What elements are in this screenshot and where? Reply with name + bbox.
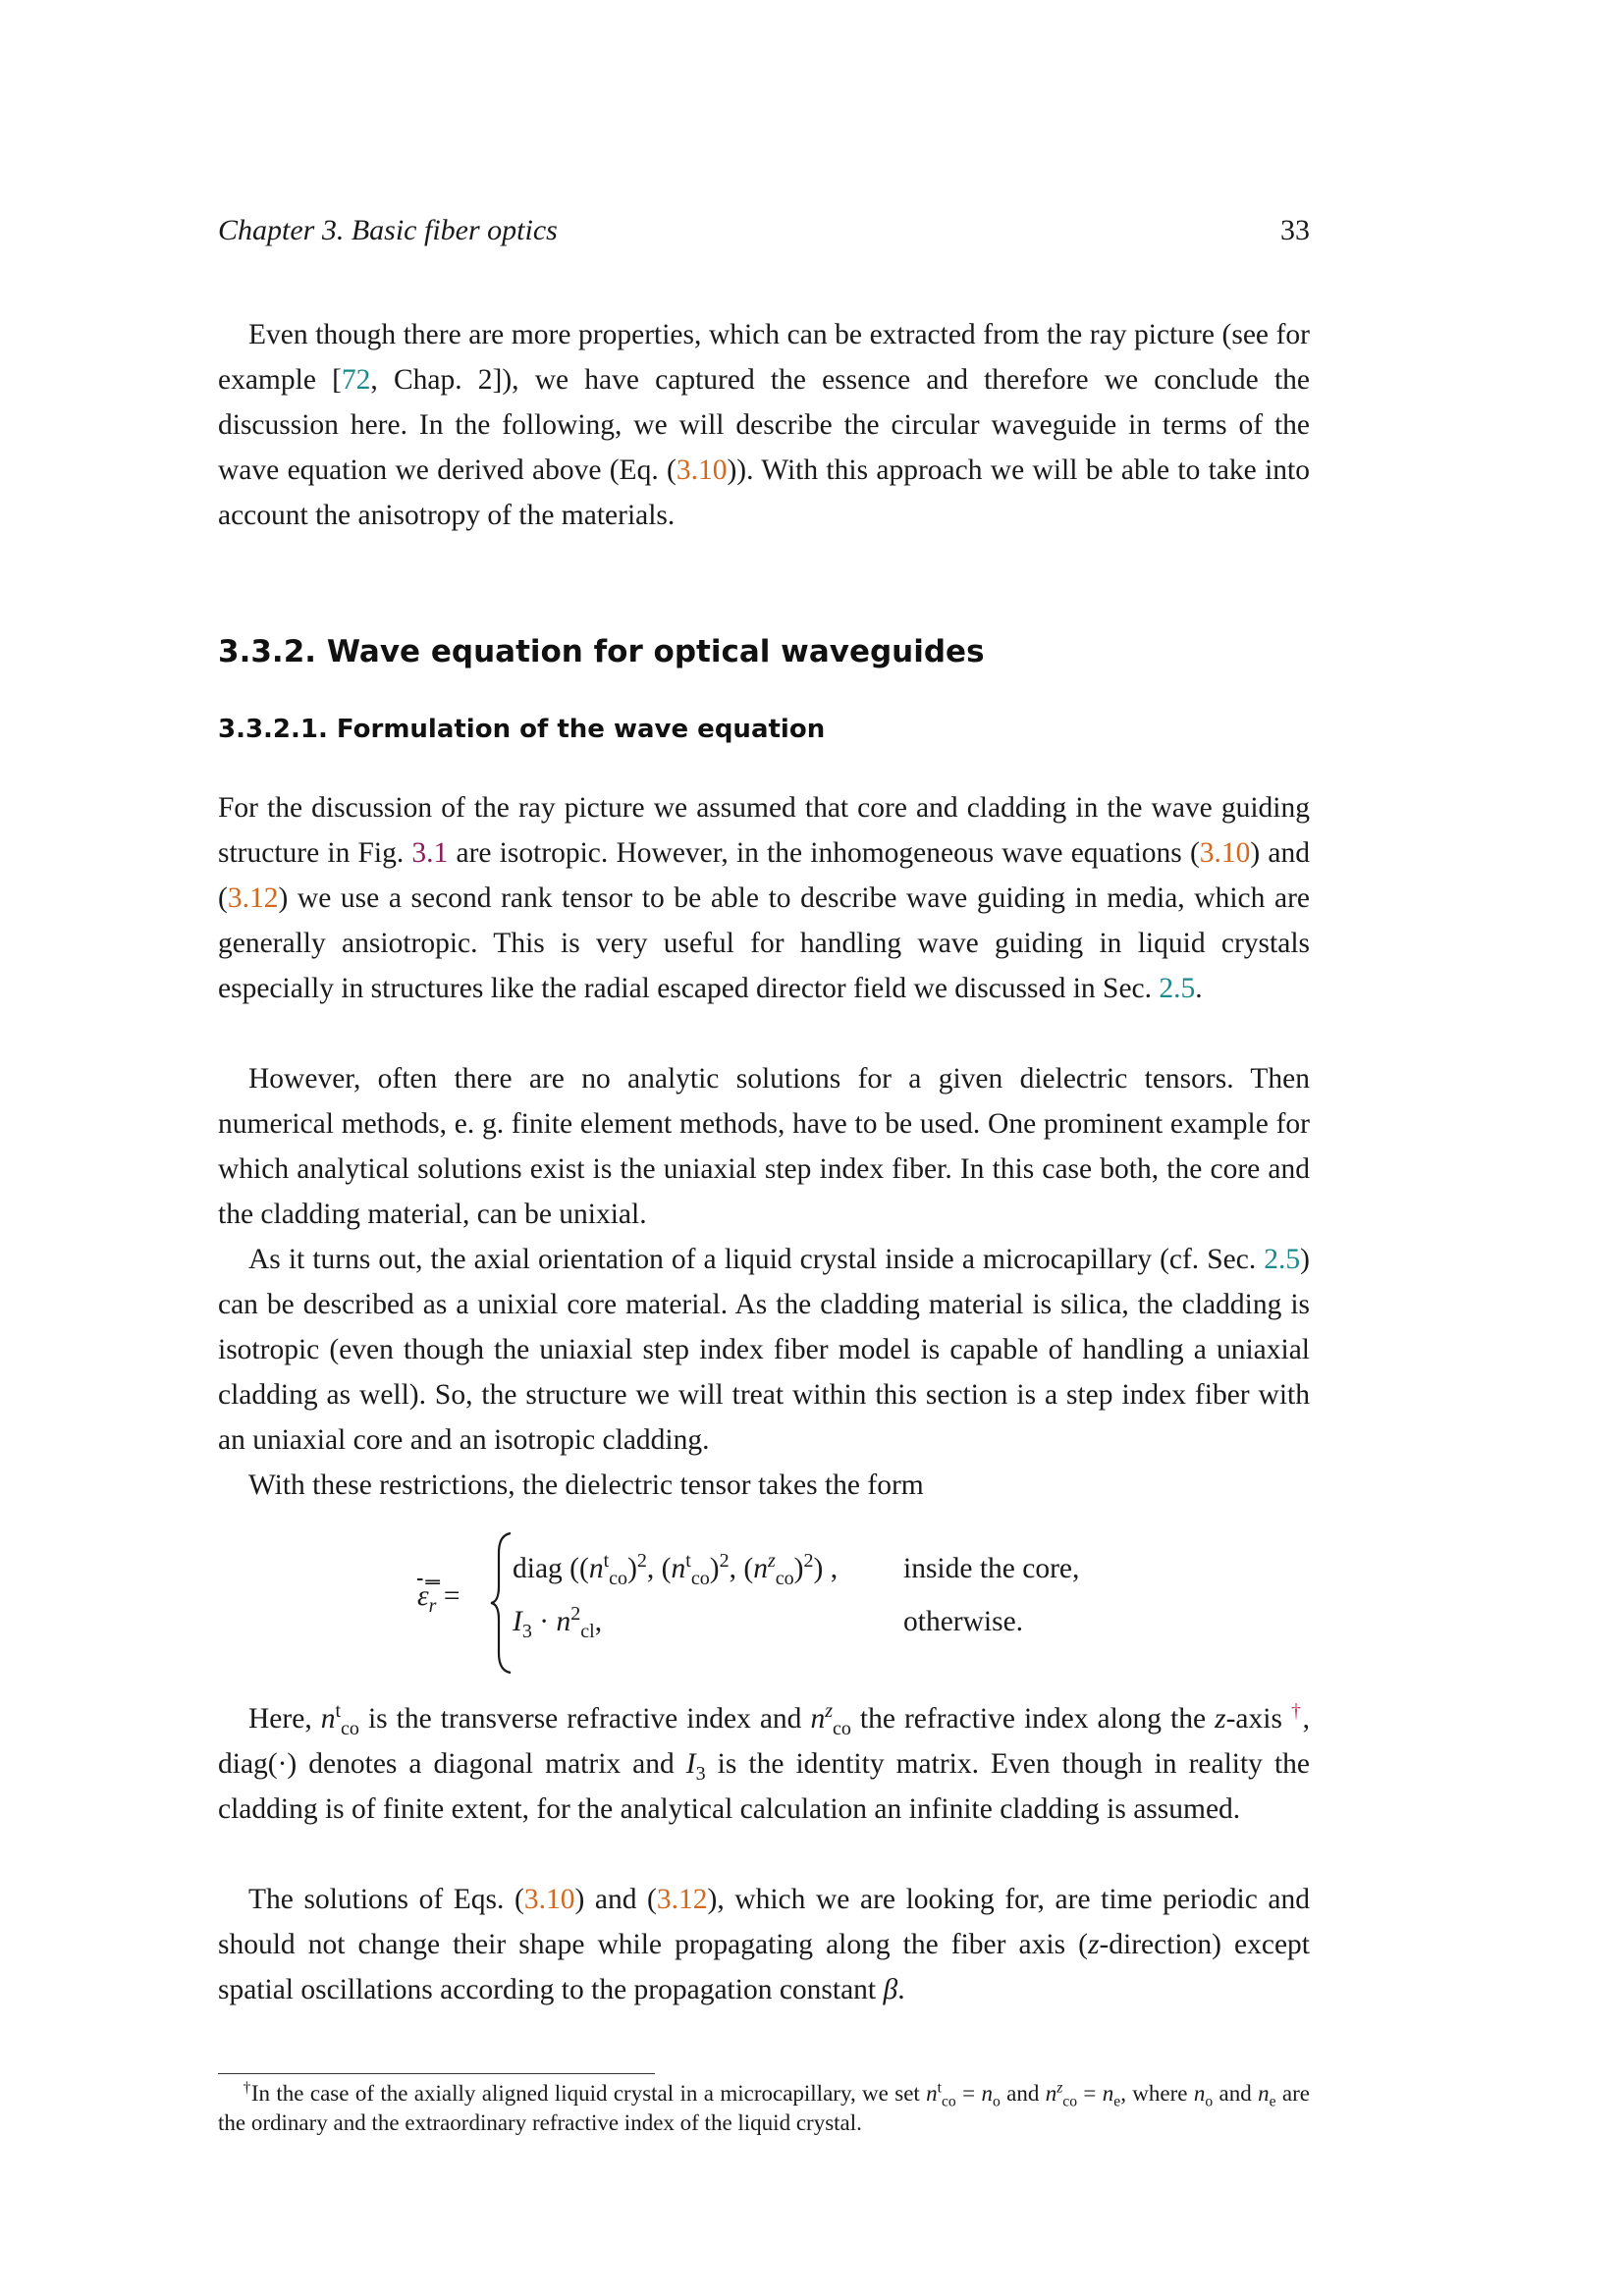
running-header bbox=[218, 214, 1310, 253]
paragraph-5: Here, $n^t_{co}$ is the transverse refractive index and $n^z_{co}$ the refractive index along the z-axis †, diag(·) denotes a diagonal matrix and $I_3$ is the identity matrix. Even though in reality the cladding is of finite extent, for the analytical calculation an infinite cladding is assumed. bbox=[218, 1700, 1310, 1825]
equation-ref-link[interactable]: 3.10 bbox=[1199, 837, 1251, 869]
equation-ref-link[interactable]: 3.12 bbox=[227, 882, 279, 914]
left-brace-icon bbox=[489, 1531, 514, 1675]
footnote: †In the case of the axially aligned liquid crystal in a microcapillary, we set $n^t_{co} = n_o$ and $n^z_{co} = n_e$, where $n_o$ and $n_e$ are the ordinary and the extraordinary refractive index of the liquid crystal. bbox=[218, 2079, 1310, 2135]
section-ref-link[interactable]: 2.5 bbox=[1159, 973, 1196, 1004]
equation-case-2: $I_3 \cdot n^2_{cl}$, bbox=[513, 1603, 603, 1642]
equation-condition-1: inside the core, bbox=[903, 1553, 1080, 1584]
footnote-marker: † bbox=[243, 2079, 251, 2097]
paragraph-6: The solutions of Eqs. (3.10) and (3.12), which we are looking for, are time periodic and should not change their shape while propagating along the fiber axis (z-direction) except spatial oscillations according to the propagation constant β. bbox=[218, 1884, 1311, 2005]
equation-condition-2: otherwise. bbox=[903, 1606, 1024, 1637]
equation-case-1: diag ($(n^t_{co})^2$, $(n^t_{co})^2$, $(n^z_{co})^2$) , bbox=[513, 1550, 839, 1589]
paragraph-4: With these restrictions, the dielectric tensor takes the form bbox=[248, 1469, 924, 1501]
section-ref-link[interactable]: 2.5 bbox=[1264, 1244, 1301, 1275]
page-number: 33 bbox=[1280, 214, 1310, 246]
citation-link[interactable]: 72 bbox=[341, 364, 371, 396]
equation-ref-link[interactable]: 3.10 bbox=[676, 454, 728, 486]
equation-ref-link[interactable]: 3.12 bbox=[656, 1884, 708, 1915]
dielectric-tensor-equation bbox=[412, 1529, 1159, 1677]
figure-ref-link[interactable]: 3.1 bbox=[411, 837, 449, 869]
equation-ref-link[interactable]: 3.10 bbox=[523, 1884, 575, 1915]
paragraph-2: However, often there are no analytic solutions for a given dielectric tensors. Then numerical methods, e. g. finite element methods, have to be used. One prominent example for which analytical solutions exist is the uniaxial step index fiber. In this case both, the core and the cladding material, can be unixial. bbox=[218, 1063, 1310, 1230]
paragraph-3: As it turns out, the axial orientation of a liquid crystal inside a microcapillary (cf. Sec. 2.5) can be described as a unixial core material. As the cladding material is silica, the cladding is isotropic (even though the uniaxial step index fiber model is capable of handling a uniaxial cladding as well). So, the structure we will treat within this section is a step index fiber with an uniaxial core and an isotropic cladding. bbox=[218, 1244, 1310, 1456]
equation-lhs: $\varepsilon̿_r$ = bbox=[417, 1580, 460, 1617]
section-heading: 3.3.2. Wave equation for optical waveguides bbox=[218, 634, 985, 669]
paragraph-1: For the discussion of the ray picture we assumed that core and cladding in the wave guiding structure in Fig. 3.1 are isotropic. However, in the inhomogeneous wave equations (3.10) and (3.12) we use a second rank tensor to be able to describe wave guiding in media, which are generally ansiotropic. This is very useful for handling wave guiding in liquid crystals especially in structures like the radial escaped director field we discussed in Sec. 2.5. bbox=[218, 792, 1310, 1004]
subsection-heading: 3.3.2.1. Formulation of the wave equation bbox=[218, 715, 826, 744]
footnote-mark-link[interactable]: † bbox=[1290, 1700, 1303, 1723]
footnote-rule bbox=[218, 2073, 655, 2074]
intro-paragraph: Even though there are more properties, which can be extracted from the ray picture (see for example [72, Chap. 2]), we have captured the essence and therefore we conclude the discussion here. In the following, we will describe the circular waveguide in terms of the wave equation we derived above (Eq. (3.10)). With this approach we will be able to take into account the anisotropy of the materials. bbox=[218, 319, 1310, 531]
chapter-title: Chapter 3. Basic fiber optics bbox=[218, 214, 558, 246]
